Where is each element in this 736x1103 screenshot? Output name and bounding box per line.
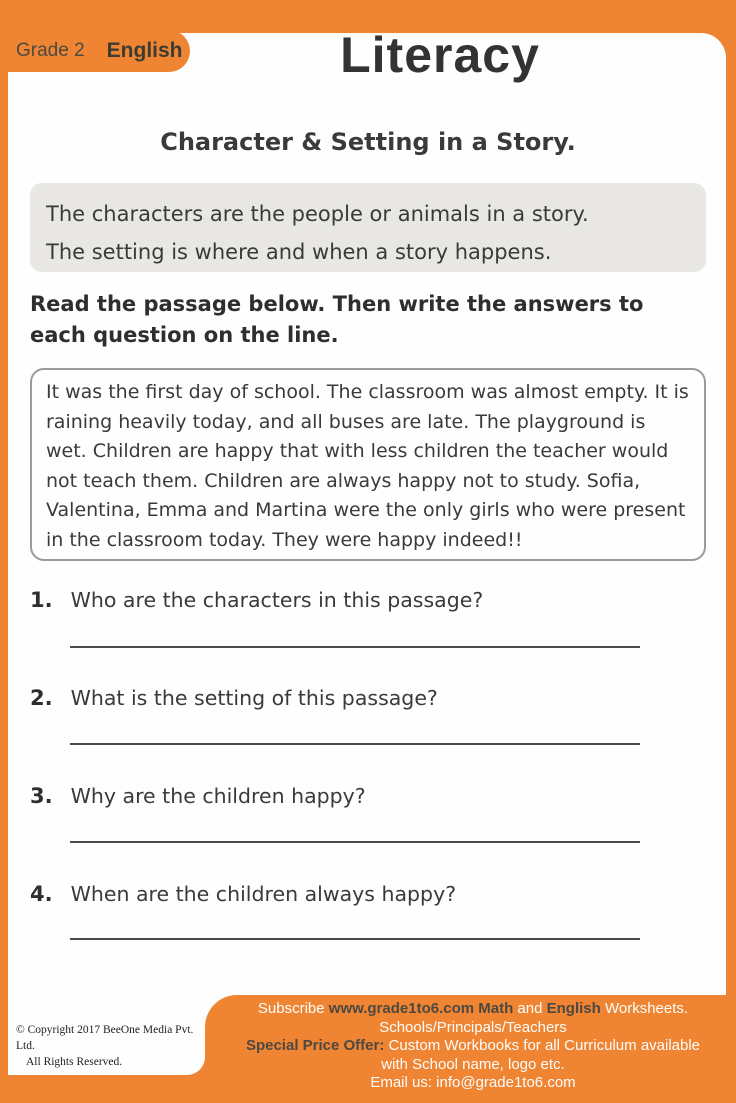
question-1 <box>30 588 670 612</box>
question-3 <box>30 784 670 808</box>
promo-subscribe-prefix: Subscribe <box>257 1000 329 1017</box>
promo-english: English <box>546 1000 601 1017</box>
instructions-text: Read the passage below. Then write the answers to each question on the line. <box>30 292 644 347</box>
question-2-number: 2. <box>30 686 53 710</box>
footer-promo-text <box>210 1000 736 1093</box>
promo-and: and <box>513 1000 547 1017</box>
question-2 <box>30 686 670 710</box>
passage-box <box>30 368 706 561</box>
passage-text: It was the first day of school. The classroom was almost empty. It is raining heavily today, and all buses are late. The playground is wet. Children are happy that with less children the teacher would not teach them. Children are always happy not to study. Sofia, Valentina, Emma and Martina were the only girls who were present in the classroom today. They were happy indeed!! <box>46 381 689 551</box>
worksheet-title: Literacy <box>340 27 540 83</box>
grade-label: Grade 2 <box>16 40 85 61</box>
promo-offer-text: Custom Workbooks for all Curriculum available <box>384 1037 701 1054</box>
question-1-text: Who are the characters in this passage? <box>70 588 484 612</box>
question-4 <box>30 882 670 906</box>
definition-box <box>30 183 706 272</box>
lesson-subtitle: Character & Setting in a Story. <box>160 128 576 156</box>
copyright-line-1: © Copyright 2017 BeeOne Media Pvt. Ltd. <box>16 1024 194 1052</box>
answer-line-4 <box>70 938 640 940</box>
question-3-number: 3. <box>30 784 53 808</box>
definition-characters: The characters are the people or animals in a story. <box>46 202 589 226</box>
promo-audience-line: Schools/Principals/Teachers <box>379 1018 567 1036</box>
answer-line-1 <box>70 646 640 648</box>
question-4-number: 4. <box>30 882 53 906</box>
answer-line-2 <box>70 743 640 745</box>
subject-label: English <box>106 39 183 62</box>
promo-offer-line <box>210 1037 736 1056</box>
question-2-text: What is the setting of this passage? <box>70 686 438 710</box>
promo-worksheets: Worksheets. <box>600 1000 689 1017</box>
promo-offer-cont-line: with School name, logo etc. <box>381 1055 565 1073</box>
answer-line-3 <box>70 841 640 843</box>
promo-offer-label: Special Price Offer: <box>245 1037 385 1054</box>
copyright-line-2: All Rights Reserved. <box>26 1056 123 1068</box>
definition-setting: The setting is where and when a story happens. <box>46 240 552 264</box>
promo-email-line: Email us: info@grade1to6.com <box>370 1074 576 1091</box>
question-3-text: Why are the children happy? <box>70 784 366 808</box>
promo-site-math: www.grade1to6.com Math <box>328 1000 514 1017</box>
question-4-text: When are the children always happy? <box>70 882 457 906</box>
promo-subscribe-line <box>210 1000 736 1019</box>
copyright-text <box>8 1022 205 1070</box>
question-1-number: 1. <box>30 588 53 612</box>
grade-subject-badge <box>0 30 190 72</box>
